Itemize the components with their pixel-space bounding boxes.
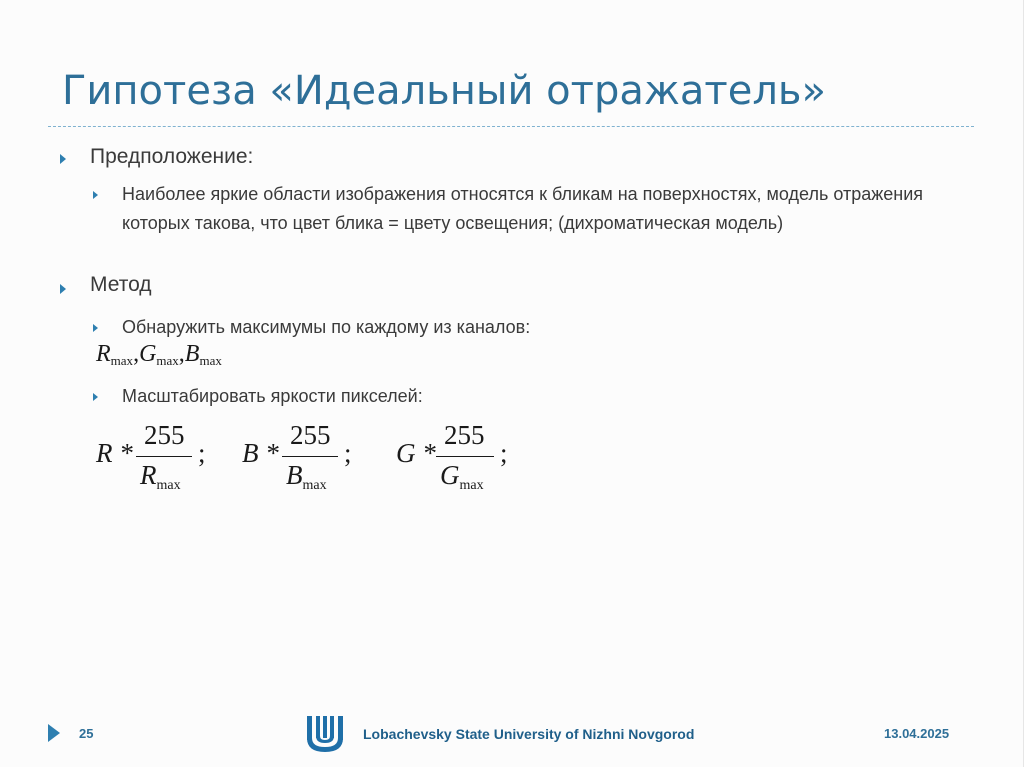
unn-logo-icon <box>306 714 344 754</box>
slide-footer <box>0 710 1024 760</box>
bullet-arrow-icon <box>93 324 98 332</box>
assumption-text: Наиболее яркие области изображения относятся к бликам на поверхностях, модель отражения которых такова, что цвет блика = цвету освещения; (дихроматическая модель) <box>122 184 924 233</box>
formula-g: G <box>139 341 157 367</box>
formula-lhs: G * <box>396 438 436 468</box>
formula-sub: max <box>199 353 222 368</box>
formula-numerator: 255 <box>444 420 485 450</box>
formula-lhs: R * <box>96 438 133 468</box>
formula-semicolon: ; <box>500 438 508 468</box>
formula-b: B <box>184 341 200 367</box>
slide-title: Гипотеза «Идеальный отражатель» <box>62 68 826 114</box>
fraction-bar <box>282 456 338 457</box>
formula-numerator: 255 <box>290 420 331 450</box>
bullet-arrow-icon <box>60 284 66 294</box>
formula-scale-r <box>96 420 216 500</box>
bullet-arrow-icon <box>93 191 98 199</box>
page-number: 25 <box>79 726 94 741</box>
title-divider <box>48 126 974 127</box>
university-name: Lobachevsky State University of Nizhni Novgorod <box>363 726 695 742</box>
slide-date: 13.04.2025 <box>884 726 950 741</box>
formula-denominator: $B_{max}$ <box>286 460 327 493</box>
formula-r: R <box>96 341 111 367</box>
formula-semicolon: ; <box>198 438 206 468</box>
formula-sub: max <box>110 353 134 368</box>
formula-sep: , <box>178 341 185 367</box>
method-step-find-max: Обнаружить максимумы по каждому из каналов: <box>122 317 531 337</box>
method-step-scale: Масштабировать яркости пикселей: <box>122 386 423 406</box>
fraction-bar <box>136 456 192 457</box>
formula-sep: , <box>133 341 140 367</box>
formula-channel-max <box>96 341 222 369</box>
formula-semicolon: ; <box>344 438 352 468</box>
formula-denominator: $G_{max}$ <box>440 460 484 493</box>
fraction-bar <box>436 456 494 457</box>
formula-scale-g <box>396 420 516 500</box>
bullet-arrow-icon <box>60 154 66 164</box>
section-heading-assumption: Предположение: <box>90 145 254 168</box>
play-arrow-icon[interactable] <box>48 724 60 742</box>
formula-lhs: B * <box>242 438 279 468</box>
formula-scale-b <box>242 420 362 500</box>
formula-sub: max <box>156 353 179 368</box>
formula-denominator: $R_{max}$ <box>140 460 181 493</box>
formula-numerator: 255 <box>144 420 185 450</box>
section-heading-method: Метод <box>90 273 152 296</box>
bullet-arrow-icon <box>93 393 98 401</box>
